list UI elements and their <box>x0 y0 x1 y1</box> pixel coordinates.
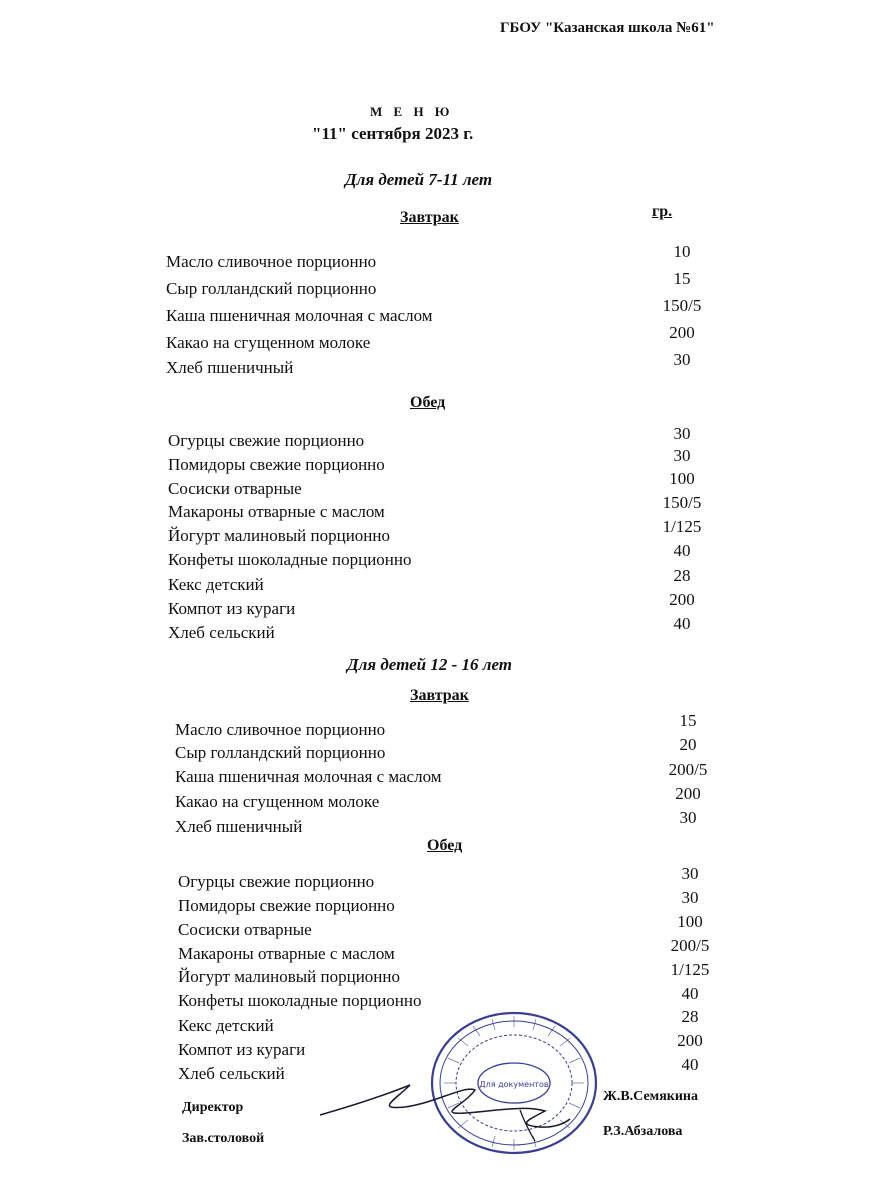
s1-breakfast-amount-0: 10 <box>673 242 691 261</box>
s1-lunch-item-3: Макароны отварные с маслом <box>168 502 385 521</box>
s1-breakfast-amount-4: 30 <box>673 350 691 369</box>
s2-lunch-item-2: Сосиски отварные <box>178 920 312 939</box>
s2-breakfast-amount-1: 20 <box>679 735 697 754</box>
s1-lunch-amount-6: 28 <box>673 566 691 585</box>
s2-lunch-amount-8: 40 <box>681 1055 699 1074</box>
s2-lunch-item-1: Помидоры свежие порционно <box>178 896 395 915</box>
breakfast-title-1: Завтрак <box>400 209 459 226</box>
s1-lunch-amount-4: 1/125 <box>662 517 702 536</box>
canteen-manager-name: Р.З.Абзалова <box>603 1124 683 1139</box>
s1-lunch-amount-1: 30 <box>673 446 691 465</box>
s2-lunch-item-7: Компот из кураги <box>178 1040 306 1059</box>
s1-lunch-amount-7: 200 <box>669 590 695 609</box>
s1-lunch-item-6: Кекс детский <box>168 575 264 594</box>
age-group-7-11: Для детей 7-11 лет <box>345 170 493 189</box>
menu-date: "11" сентября 2023 г. <box>312 124 474 143</box>
unit-grams-header: гр. <box>652 203 673 220</box>
handwritten-signature <box>315 1075 575 1145</box>
s1-breakfast-item-1: Сыр голландский порционно <box>166 279 377 298</box>
s1-lunch-amount-2: 100 <box>669 469 695 488</box>
s1-breakfast-item-4: Хлеб пшеничный <box>166 358 294 377</box>
lunch-title-2: Обед <box>427 837 463 854</box>
s1-lunch-item-8: Хлеб сельский <box>168 623 275 642</box>
s2-lunch-item-6: Кекс детский <box>178 1016 274 1035</box>
s1-breakfast-amount-1: 15 <box>673 269 691 288</box>
director-label: Директор <box>182 1100 244 1115</box>
s1-lunch-amount-0: 30 <box>673 424 691 443</box>
s2-lunch-amount-3: 200/5 <box>670 936 710 955</box>
s1-lunch-item-4: Йогурт малиновый порционно <box>168 526 391 545</box>
s2-lunch-amount-2: 100 <box>677 912 703 931</box>
canteen-manager-label: Зав.столовой <box>182 1131 265 1146</box>
stamp-text: Для документов <box>479 1080 549 1089</box>
s2-breakfast-amount-0: 15 <box>679 711 697 730</box>
s1-lunch-item-5: Конфеты шоколадные порционно <box>168 550 412 569</box>
s2-breakfast-item-2: Каша пшеничная молочная с маслом <box>175 767 442 786</box>
s1-breakfast-item-0: Масло сливочное порционно <box>166 252 377 271</box>
s2-lunch-amount-1: 30 <box>681 888 699 907</box>
breakfast-title-2: Завтрак <box>410 687 469 704</box>
s1-lunch-item-0: Огурцы свежие порционно <box>168 431 365 450</box>
s2-breakfast-amount-4: 30 <box>679 808 697 827</box>
s2-breakfast-item-1: Сыр голландский порционно <box>175 743 386 762</box>
s1-lunch-item-2: Сосиски отварные <box>168 479 302 498</box>
s1-lunch-amount-3: 150/5 <box>662 493 702 512</box>
s2-lunch-amount-4: 1/125 <box>670 960 710 979</box>
s2-breakfast-amount-3: 200 <box>675 784 701 803</box>
s2-breakfast-item-4: Хлеб пшеничный <box>175 817 303 836</box>
s2-lunch-item-0: Огурцы свежие порционно <box>178 872 375 891</box>
s2-lunch-item-3: Макароны отварные с маслом <box>178 944 395 963</box>
age-group-12-16: Для детей 12 - 16 лет <box>347 655 513 674</box>
lunch-title-1: Обед <box>410 394 446 411</box>
s1-lunch-amount-5: 40 <box>673 541 691 560</box>
s2-lunch-item-4: Йогурт малиновый порционно <box>178 967 401 986</box>
s2-breakfast-item-3: Какао на сгущенном молоке <box>175 792 380 811</box>
s2-lunch-amount-5: 40 <box>681 984 699 1003</box>
s2-breakfast-item-0: Масло сливочное порционно <box>175 720 386 739</box>
s2-lunch-item-5: Конфеты шоколадные порционно <box>178 991 422 1010</box>
s2-lunch-item-8: Хлеб сельский <box>178 1064 285 1083</box>
s1-breakfast-item-3: Какао на сгущенном молоке <box>166 333 371 352</box>
s2-lunch-amount-6: 28 <box>681 1007 699 1026</box>
s1-breakfast-item-2: Каша пшеничная молочная с маслом <box>166 306 433 325</box>
director-name: Ж.В.Семякина <box>603 1089 698 1104</box>
s1-lunch-item-1: Помидоры свежие порционно <box>168 455 385 474</box>
s2-lunch-amount-7: 200 <box>677 1031 703 1050</box>
s1-lunch-amount-8: 40 <box>673 614 691 633</box>
s1-breakfast-amount-2: 150/5 <box>662 296 702 315</box>
s2-lunch-amount-0: 30 <box>681 864 699 883</box>
s1-breakfast-amount-3: 200 <box>669 323 695 342</box>
school-name: ГБОУ "Казанская школа №61" <box>500 20 715 36</box>
s2-breakfast-amount-2: 200/5 <box>668 760 708 779</box>
menu-title: М Е Н Ю <box>370 104 454 119</box>
s1-lunch-item-7: Компот из кураги <box>168 599 296 618</box>
